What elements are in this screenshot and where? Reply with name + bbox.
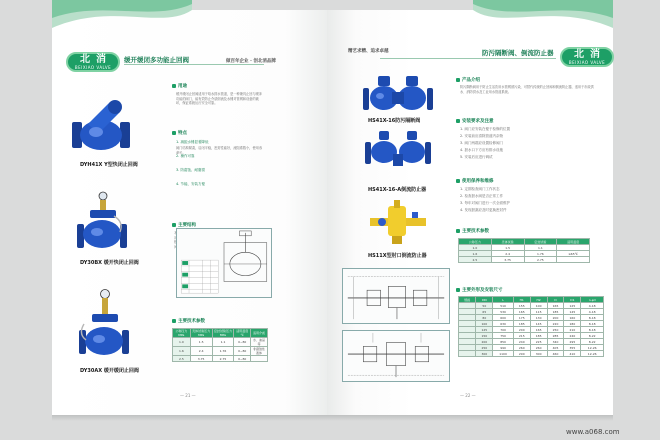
- brand-logo-right: [560, 47, 614, 67]
- table-header-cell: 公称压力: [459, 239, 492, 245]
- page-number-left: — 21 —: [180, 393, 196, 398]
- table-header-cell: 壳体试验压力 MPa: [192, 329, 211, 337]
- structure-drawing: [176, 228, 272, 298]
- table-cell: 210: [564, 327, 581, 333]
- table-cell: 1.0: [173, 338, 191, 347]
- table-cell: 4-18: [581, 303, 604, 309]
- table-header-cell: D: [547, 297, 564, 303]
- table-cell: 530: [493, 309, 514, 315]
- table-cell: 260: [513, 345, 530, 351]
- table-cell: 155: [513, 303, 530, 309]
- table-cell: 3.75: [491, 257, 524, 263]
- section-tech: 主要技术参数: [456, 228, 489, 234]
- page-title-left: 缓开缓闭多功能止回阀: [124, 56, 189, 64]
- table-cell: 175: [513, 315, 530, 321]
- table-cell: 1.6: [173, 347, 191, 356]
- table-cell: 200: [513, 327, 530, 333]
- table-cell: 8-22: [581, 339, 604, 345]
- table-cell: 145: [564, 309, 581, 315]
- table-cell: 2.75: [212, 356, 234, 362]
- table-cell: 250: [547, 327, 564, 333]
- table-cell: 700: [493, 327, 514, 333]
- table-cell: 405: [547, 345, 564, 351]
- table-cell: 1.1: [524, 245, 557, 251]
- table-cell: 165: [530, 327, 547, 333]
- table-cell: 水、油品等: [251, 338, 268, 347]
- table-cell: 180: [564, 321, 581, 327]
- table-cell: 600: [493, 315, 514, 321]
- table-cell: 160: [564, 315, 581, 321]
- table-cell: 2.4: [190, 347, 212, 356]
- caption-dy30ax: DY30AX 缓开缓闭止回阀: [80, 368, 139, 374]
- table-header-cell: H1: [513, 297, 530, 303]
- brand-name: 北消: [574, 49, 606, 60]
- slogan-right: 精艺求精、追求卓越: [348, 49, 389, 54]
- table-cell: 145: [530, 321, 547, 327]
- table-cell: 1100: [493, 351, 514, 357]
- table-cell: 非腐蚀性液体: [251, 347, 268, 356]
- table-header-cell: 壳体试验: [491, 239, 524, 245]
- table-cell: 125: [476, 327, 493, 333]
- table-cell: 185: [530, 333, 547, 339]
- table-cell: [459, 351, 476, 357]
- install-item-5: 5. 安装后应进行调试: [460, 155, 493, 159]
- table-header-cell: H2: [530, 297, 547, 303]
- table-cell: 215: [513, 333, 530, 339]
- table-row: [173, 338, 268, 347]
- watermark: www.a068.com: [566, 428, 620, 436]
- section-intro: 产品介绍: [456, 77, 480, 83]
- table-cell: 2.5: [459, 257, 492, 263]
- feature-item-2: 2. 操作可靠: [176, 154, 195, 158]
- table-header-cell: 规格: [459, 297, 476, 303]
- slogan-left: 做百年企业 · 创北消品牌: [226, 59, 276, 64]
- table-cell: 185: [547, 309, 564, 315]
- page-number-right: — 22 —: [460, 393, 476, 398]
- table-cell: 100: [530, 303, 547, 309]
- section-usage: 用途: [172, 83, 187, 89]
- section-params: 主要技术参数: [172, 318, 205, 324]
- page-shadow: [52, 415, 613, 421]
- table-cell: 410: [564, 351, 581, 357]
- table-cell: 2.4: [491, 251, 524, 257]
- table-cell: 340: [547, 339, 564, 345]
- caption-hs41x-a: HS41X-16-A倒流防止器: [368, 187, 427, 193]
- feature-item-4: 4. 节能、安装方便: [176, 182, 205, 186]
- table-cell: 185: [513, 321, 530, 327]
- table-cell: 1.76: [212, 347, 234, 356]
- table-cell: 2.5: [173, 356, 191, 362]
- table-cell: 300: [476, 351, 493, 357]
- table-cell: 12-26: [581, 351, 604, 357]
- table-cell: 2.75: [524, 257, 557, 263]
- header-rule-left: [124, 64, 264, 65]
- caption-hs11x: HS11X型肘口倒流防止器: [368, 253, 427, 259]
- table-cell: 100: [476, 321, 493, 327]
- section-install: 安装要求及注意: [456, 118, 494, 124]
- section-features: 特点: [172, 130, 187, 136]
- brand-name-en: BEIXIAO VALVE: [74, 65, 112, 70]
- table-cell: 8-18: [581, 321, 604, 327]
- table-cell: 115: [530, 309, 547, 315]
- maintain-item-1: 1. 定期检查阀门工作状态: [460, 187, 500, 191]
- table-header-cell: 密封试验压力 MPa: [213, 329, 232, 337]
- table-cell: 200: [547, 315, 564, 321]
- header-rule-right: [380, 58, 556, 59]
- table-cell: 850: [493, 339, 514, 345]
- table-cell: 260: [530, 345, 547, 351]
- table-cell: 0~80: [234, 338, 251, 347]
- caption-dyh41x: DYH41X Y型快闭止回阀: [80, 162, 138, 168]
- table-cell: 1.6: [459, 251, 492, 257]
- table-cell: 165: [547, 303, 564, 309]
- feature-item-3: 3. 防腐蚀、耐磨损: [176, 168, 205, 172]
- header-wave-right: [473, 0, 613, 44]
- brand-name: 北消: [80, 54, 112, 65]
- table-cell: 125: [564, 303, 581, 309]
- table-cell: 240: [564, 333, 581, 339]
- table-cell: 65: [476, 309, 493, 315]
- maintain-item-4: 4. 发现泄漏应及时更换密封件: [460, 208, 507, 212]
- table-header-cell: L: [493, 297, 514, 303]
- install-item-1: 1. 阀门应安装在便于检修的位置: [460, 127, 510, 131]
- table-cell: 130: [530, 315, 547, 321]
- table-header-cell: 适用温度 ℃: [234, 329, 251, 338]
- table-cell: 220: [547, 321, 564, 327]
- installation-drawing-1: [342, 268, 450, 324]
- table-cell: 165: [513, 309, 530, 315]
- table-cell: 12-26: [581, 345, 604, 351]
- table-cell: 50: [476, 303, 493, 309]
- table-cell: 1.5: [190, 338, 212, 347]
- install-item-2: 2. 安装前应清除管道内杂物: [460, 134, 503, 138]
- table-cell: 355: [564, 345, 581, 351]
- table-cell: 200: [476, 339, 493, 345]
- valve-hs41x-image: [362, 74, 434, 114]
- table-cell: [251, 356, 268, 362]
- table-header-cell: n-φd: [581, 297, 604, 303]
- installation-drawing-2: [342, 330, 450, 382]
- table-header-cell: 适用温度: [557, 239, 590, 245]
- table-header-cell: D1: [564, 297, 581, 303]
- table-row: [173, 356, 268, 362]
- table-cell: ≤65℃: [557, 251, 590, 257]
- section-dims: 主要外形及安装尺寸: [456, 287, 503, 293]
- valve-hs41x-a-image: [364, 128, 432, 168]
- table-header-cell: 适用介质: [251, 329, 268, 338]
- intro-text: 防污隔断阀用于防止生活饮用水管网被污染，可替代传统的止回阀和倒流防止器，适用于市政供水、消防供水及工业用水管道系统。: [460, 85, 594, 94]
- table-row: [173, 347, 268, 356]
- dimension-table: [458, 296, 604, 357]
- brand-name-en: BEIXIAO VALVE: [568, 60, 606, 65]
- table-cell: 0~80: [234, 356, 251, 362]
- table-cell: 630: [493, 321, 514, 327]
- valve-hs11x-image: [368, 198, 428, 246]
- brand-logo-left: [66, 52, 120, 72]
- caption-dy30bx: DY30BX 缓开快闭止回阀: [80, 260, 139, 266]
- valve-dy30ax-image: [78, 288, 130, 360]
- param-table: [172, 328, 268, 362]
- header-wave-left: [52, 0, 192, 44]
- table-cell: 8-18: [581, 315, 604, 321]
- caption-hs41x: HS41X-16防污隔断阀: [368, 118, 421, 124]
- table-cell: [557, 257, 590, 263]
- table-cell: 8-18: [581, 327, 604, 333]
- table-cell: 295: [564, 339, 581, 345]
- table-cell: 1.76: [524, 251, 557, 257]
- valve-dyh41x-image: [70, 96, 132, 158]
- feature-item-1: 1. 减振水锤显著降低: [176, 140, 209, 144]
- table-cell: 510: [493, 303, 514, 309]
- maintain-item-2: 2. 检查泄水阀是否正常工作: [460, 194, 503, 198]
- table-cell: 750: [493, 333, 514, 339]
- table-cell: 240: [513, 339, 530, 345]
- maintain-item-3: 3. 每年对阀门进行一次全面维护: [460, 201, 510, 205]
- install-item-4: 4. 泄水口下方应有排水设施: [460, 148, 503, 152]
- table-cell: 1.0: [459, 245, 492, 251]
- structure-text: 本阀由阀体、阀盖、阀瓣、缓冲装置、控制管路等组成，可根据需要调节开启及关闭时间。: [174, 231, 216, 249]
- table-cell: 460: [547, 351, 564, 357]
- table-cell: 225: [530, 339, 547, 345]
- tech-table: [458, 238, 590, 263]
- table-row: [459, 257, 590, 263]
- usage-text: 缓开缓闭止回阀适用于给水排水管道，是一种兼具止回与缓冲功能的阀门，能有效防止介质倒流及水锤对管网和设备的破坏，保证系统运行安全可靠。: [176, 92, 263, 106]
- feature-text: 阀门结构紧凑，启闭平稳，密封性能好，流阻系数小，使用寿命长。: [176, 146, 263, 154]
- table-cell: 80: [476, 315, 493, 321]
- table-row: [459, 351, 604, 357]
- table-cell: 300: [530, 351, 547, 357]
- table-cell: 290: [513, 351, 530, 357]
- table-cell: 990: [493, 345, 514, 351]
- table-header-cell: 公称压力 MPa: [173, 329, 191, 338]
- page-title-right: 防污隔断阀、倒流防止器: [482, 49, 554, 57]
- table-cell: 150: [476, 333, 493, 339]
- table-cell: 3.75: [190, 356, 212, 362]
- valve-dy30bx-image: [76, 190, 128, 252]
- table-cell: 8-22: [581, 333, 604, 339]
- table-cell: 250: [476, 345, 493, 351]
- table-cell: 1.5: [491, 245, 524, 251]
- table-header-cell: 密封试验: [524, 239, 557, 245]
- table-cell: 0~80: [234, 347, 251, 356]
- section-maintain: 使用保养和维修: [456, 178, 494, 184]
- table-header-cell: DN: [476, 297, 493, 303]
- table-cell: 285: [547, 333, 564, 339]
- section-structure: 主要结构: [172, 222, 196, 228]
- table-cell: 1.1: [212, 338, 234, 347]
- table-cell: 4-18: [581, 309, 604, 315]
- table-header-row: [173, 329, 268, 338]
- install-item-3: 3. 阀门两端应设置检修阀门: [460, 141, 503, 145]
